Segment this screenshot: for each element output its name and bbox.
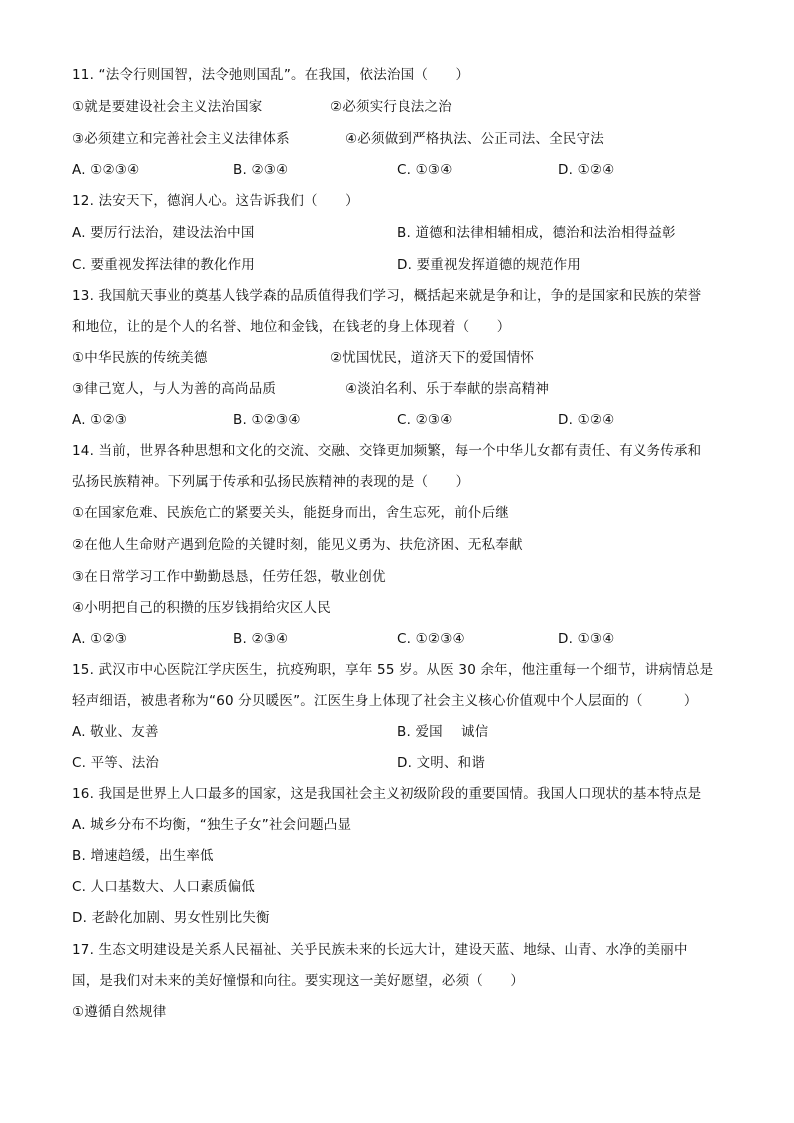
question-16-stem: 16. 我国是世界上人口最多的国家，这是我国社会主义初级阶段的重要国情。我国人口现状的基本特点是 bbox=[72, 786, 702, 802]
question-13-stem-line-2: 和地位，让的是个人的名誉、地位和金钱，在钱老的身上体现着（ ） bbox=[72, 319, 511, 335]
question-14-statement-1: ①在国家危难、民族危亡的紧要关头，能挺身而出，舍生忘死，前仆后继 bbox=[72, 505, 510, 521]
question-17-stem-line-2: 国，是我们对未来的美好憧憬和向往。要实现这一美好愿望，必须（ ） bbox=[72, 973, 525, 989]
question-11-statement-2: ②必须实行良法之治 bbox=[330, 99, 452, 115]
question-13-statement-1: ①中华民族的传统美德 bbox=[72, 350, 208, 366]
question-15-choice-c: C. 平等、法治 bbox=[72, 755, 160, 771]
question-14-choice-d: D. ①③④ bbox=[558, 631, 615, 647]
question-11-choice-b: B. ②③④ bbox=[233, 162, 289, 178]
question-11-statement-4: ④必须做到严格执法、公正司法、全民守法 bbox=[345, 131, 604, 147]
question-14-choice-c: C. ①②③④ bbox=[397, 631, 465, 647]
question-17-statement-1: ①遵循自然规律 bbox=[72, 1004, 167, 1020]
question-11-statement-3: ③必须建立和完善社会主义法律体系 bbox=[72, 131, 290, 147]
question-14-statement-4: ④小明把自己的积攒的压岁钱捐给灾区人民 bbox=[72, 600, 331, 616]
question-13-statement-4: ④淡泊名利、乐于奉献的崇高精神 bbox=[345, 381, 550, 397]
question-13-choice-b: B. ①②③④ bbox=[233, 412, 301, 428]
question-13-stem-line-1: 13. 我国航天事业的奠基人钱学森的品质值得我们学习，概括起来就是争和让，争的是国家和民族的荣誉 bbox=[72, 288, 702, 304]
question-13-statement-3: ③律己宽人，与人为善的高尚品质 bbox=[72, 381, 277, 397]
question-14-statement-2: ②在他人生命财产遇到危险的关键时刻，能见义勇为、扶危济困、无私奉献 bbox=[72, 537, 523, 553]
question-11-choice-c: C. ①③④ bbox=[397, 162, 453, 178]
question-14-statement-3: ③在日常学习工作中勤勤恳恳，任劳任怨，敬业创优 bbox=[72, 569, 386, 585]
question-16-choice-a: A. 城乡分布不均衡，“独生子女”社会问题凸显 bbox=[72, 817, 352, 833]
question-11-statement-1: ①就是要建设社会主义法治国家 bbox=[72, 99, 263, 115]
question-16-choice-d: D. 老龄化加剧、男女性别比失衡 bbox=[72, 910, 270, 926]
question-15-stem-line-2: 轻声细语，被患者称为“60 分贝暖医”。江医生身上体现了社会主义核心价值观中个人层面的（ ） bbox=[72, 693, 698, 709]
question-12-choice-d: D. 要重视发挥道德的规范作用 bbox=[397, 257, 581, 273]
question-13-choice-d: D. ①②④ bbox=[558, 412, 615, 428]
question-13-statement-2: ②忧国忧民，道济天下的爱国情怀 bbox=[330, 350, 535, 366]
question-16-choice-b: B. 增速趋缓，出生率低 bbox=[72, 848, 214, 864]
question-11-stem: 11. “法令行则国智，法令弛则国乱”。在我国，依法治国（ ） bbox=[72, 67, 470, 83]
question-14-choice-b: B. ②③④ bbox=[233, 631, 289, 647]
question-12-choice-a: A. 要厉行法治，建设法治中国 bbox=[72, 225, 255, 241]
question-15-choice-a: A. 敬业、友善 bbox=[72, 724, 159, 740]
question-11-choice-a: A. ①②③④ bbox=[72, 162, 140, 178]
question-13-choice-c: C. ②③④ bbox=[397, 412, 453, 428]
question-15-choice-b: B. 爱国 诚信 bbox=[397, 724, 489, 740]
question-14-choice-a: A. ①②③ bbox=[72, 631, 128, 647]
question-12-stem: 12. 法安天下，德润人心。这告诉我们（ ） bbox=[72, 193, 359, 209]
question-12-choice-b: B. 道德和法律相辅相成，德治和法治相得益彰 bbox=[397, 225, 676, 241]
question-14-stem-line-1: 14. 当前，世界各种思想和文化的交流、交融、交锋更加频繁，每一个中华儿女都有责任、有义务传承和 bbox=[72, 443, 702, 459]
question-11-choice-d: D. ①②④ bbox=[558, 162, 615, 178]
question-17-stem-line-1: 17. 生态文明建设是关系人民福祉、关乎民族未来的长远大计，建设天蓝、地绿、山青、水净的美丽中 bbox=[72, 942, 688, 958]
question-16-choice-c: C. 人口基数大、人口素质偏低 bbox=[72, 879, 256, 895]
question-15-choice-d: D. 文明、和谐 bbox=[397, 755, 486, 771]
question-15-stem-line-1: 15. 武汉市中心医院江学庆医生，抗疫殉职，享年 55 岁。从医 30 余年，他注重每一个细节，讲病情总是 bbox=[72, 662, 714, 678]
question-14-stem-line-2: 弘扬民族精神。下列属于传承和弘扬民族精神的表现的是（ ） bbox=[72, 474, 470, 490]
question-12-choice-c: C. 要重视发挥法律的教化作用 bbox=[72, 257, 256, 273]
question-13-choice-a: A. ①②③ bbox=[72, 412, 128, 428]
